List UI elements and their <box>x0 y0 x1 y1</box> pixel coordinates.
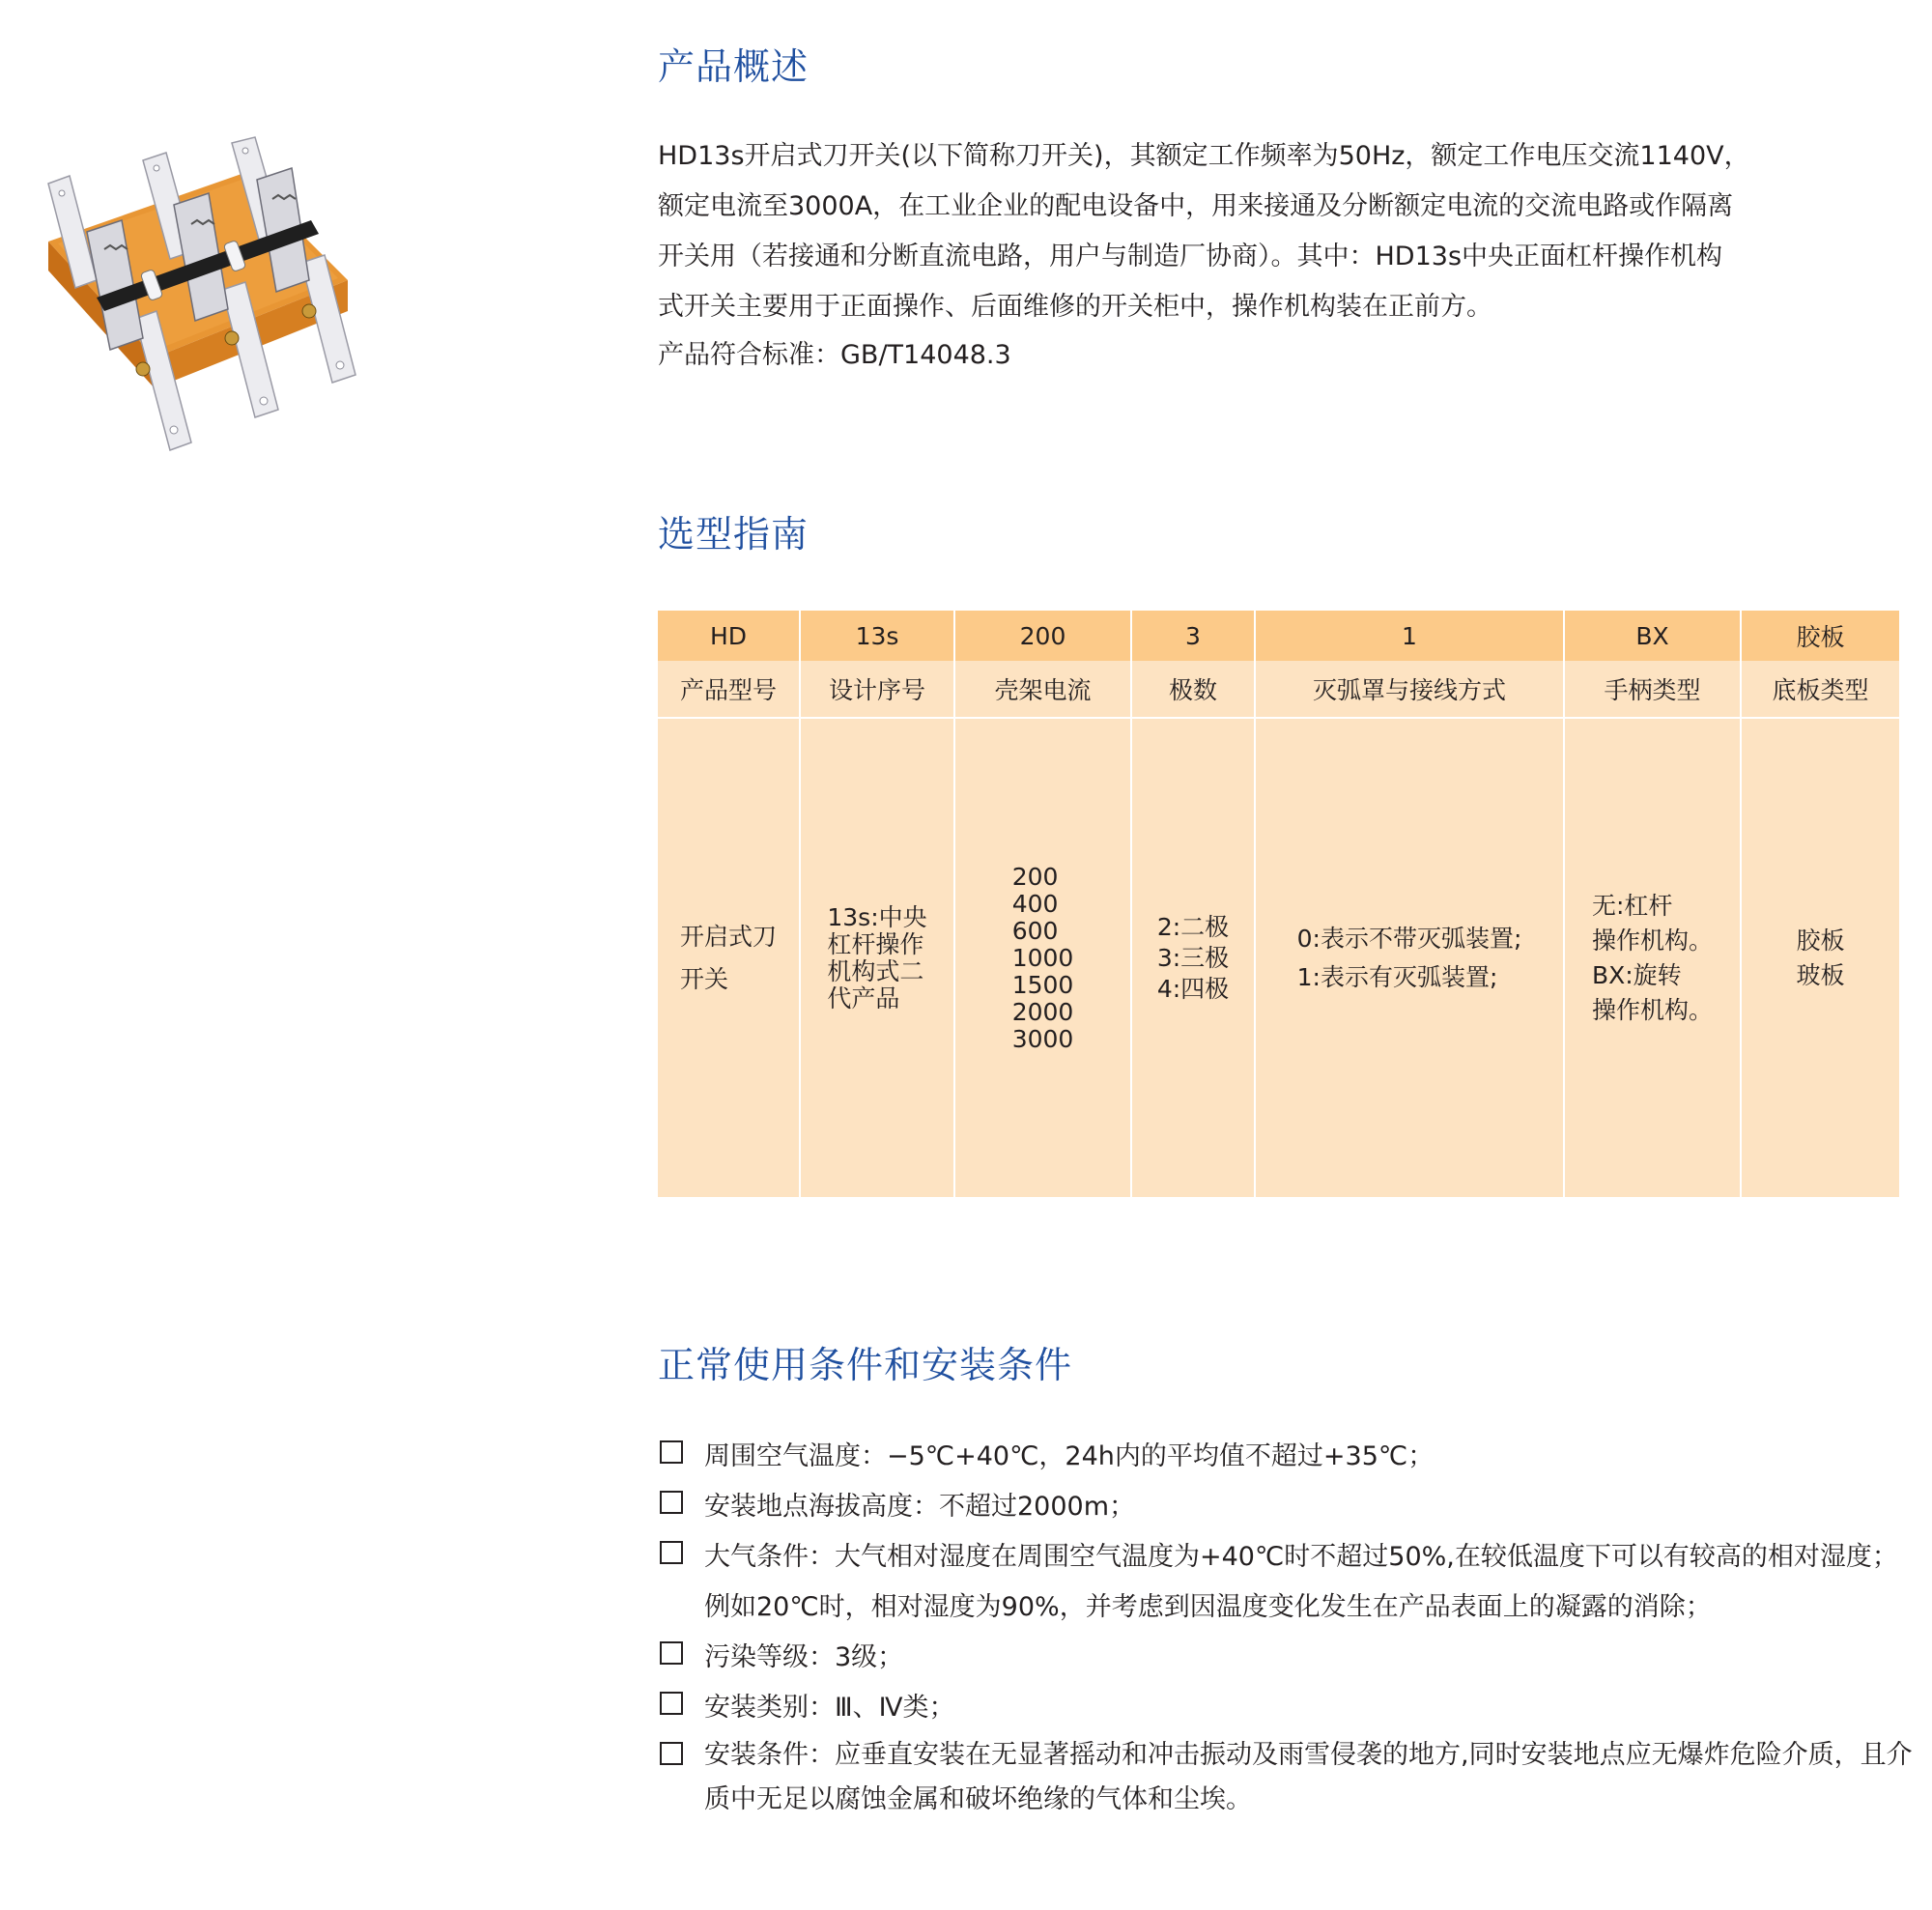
checkbox-icon <box>660 1692 683 1715</box>
name-cell: 壳架电流 <box>954 661 1131 718</box>
option-cell <box>800 718 954 1197</box>
condition-item <box>658 1482 1914 1532</box>
condition-item <box>658 1633 1914 1683</box>
option-text: 200 400 600 1000 1500 2000 3000 <box>1011 862 1074 1053</box>
option-cell <box>1131 718 1255 1197</box>
name-cell: 底板类型 <box>1741 661 1899 718</box>
condition-item <box>658 1532 1914 1633</box>
overview-line: HD13s开启式刀开关(以下简称刀开关)，其额定工作频率为50Hz，额定工作电压交流1140V， <box>658 141 1750 171</box>
option-cell <box>658 718 800 1197</box>
code-cell: HD <box>658 611 800 661</box>
option-text: 无:杠杆 操作机构。 BX:旋转 操作机构。 <box>1591 891 1713 1024</box>
condition-text: 污染等级：3级； <box>704 1642 904 1672</box>
code-cell: 13s <box>800 611 954 661</box>
code-cell: 1 <box>1255 611 1564 661</box>
checkbox-icon <box>660 1641 683 1665</box>
option-cell <box>1564 718 1741 1197</box>
condition-item <box>658 1432 1914 1482</box>
section-title-conditions: 正常使用条件和安装条件 <box>658 1344 1073 1386</box>
code-cell: 胶板 <box>1741 611 1899 661</box>
checkbox-icon <box>660 1541 683 1564</box>
name-cell: 手柄类型 <box>1564 661 1741 718</box>
options-row <box>658 718 1899 1197</box>
checkbox-icon <box>660 1440 683 1464</box>
overview-standard: 产品符合标准：GB/T14048.3 <box>658 340 1011 370</box>
condition-text: 大气条件：大气相对湿度在周围空气温度为+40℃时不超过50%,在较低温度下可以有较高的相对湿度；例如20℃时，相对湿度为90%，并考虑到因温度变化发生在产品表面上的凝露的消除； <box>704 1542 1898 1622</box>
overview-line: 额定电流至3000A，在工业企业的配电设备中，用来接通及分断额定电流的交流电路或作隔离 <box>658 191 1734 221</box>
option-text: 开启式刀 开关 <box>679 922 777 993</box>
option-text: 胶板 玻板 <box>1796 926 1845 989</box>
code-cell: 3 <box>1131 611 1255 661</box>
condition-text: 安装类别：Ⅲ、Ⅳ类； <box>704 1693 955 1723</box>
condition-text: 安装地点海拔高度：不超过2000m； <box>704 1492 1136 1522</box>
condition-item <box>658 1733 1914 1822</box>
conditions-list <box>658 1432 1914 1822</box>
condition-item <box>658 1683 1914 1733</box>
checkbox-icon <box>660 1742 683 1765</box>
overview-text <box>658 131 1914 381</box>
code-cell: BX <box>1564 611 1741 661</box>
name-cell: 设计序号 <box>800 661 954 718</box>
section-title-overview: 产品概述 <box>658 45 810 88</box>
name-cell: 产品型号 <box>658 661 800 718</box>
section-title-selection: 选型指南 <box>658 513 810 556</box>
option-text: 0:表示不带灭弧装置; 1:表示有灭弧装置; <box>1296 924 1522 991</box>
code-row <box>658 611 1899 661</box>
overview-line: 式开关主要用于正面操作、后面维修的开关柜中，操作机构装在正前方。 <box>658 292 1492 322</box>
name-cell: 极数 <box>1131 661 1255 718</box>
checkbox-icon <box>660 1491 683 1514</box>
condition-text: 安装条件：应垂直安装在无显著摇动和冲击振动及雨雪侵袭的地方,同时安装地点应无爆炸危险介质，且介质中无足以腐蚀金属和破坏绝缘的气体和尘埃。 <box>704 1740 1913 1814</box>
overview-line: 开关用（若接通和分断直流电路，用户与制造厂协商）。其中：HD13s中央正面杠杆操作机构 <box>658 242 1723 271</box>
selection-table <box>658 611 1899 1197</box>
name-cell: 灭弧罩与接线方式 <box>1255 661 1564 718</box>
code-cell: 200 <box>954 611 1131 661</box>
option-cell <box>954 718 1131 1197</box>
option-text: 2:二极 3:三极 4:四极 <box>1156 912 1230 1003</box>
option-cell <box>1741 718 1899 1197</box>
knife-switch-product-photo <box>29 135 415 464</box>
option-text: 13s:中央 杠杆操作 机构式二 代产品 <box>827 902 927 1012</box>
condition-text: 周围空气温度：−5℃+40℃，24h内的平均值不超过+35℃； <box>704 1441 1435 1471</box>
option-cell <box>1255 718 1564 1197</box>
name-row <box>658 661 1899 718</box>
